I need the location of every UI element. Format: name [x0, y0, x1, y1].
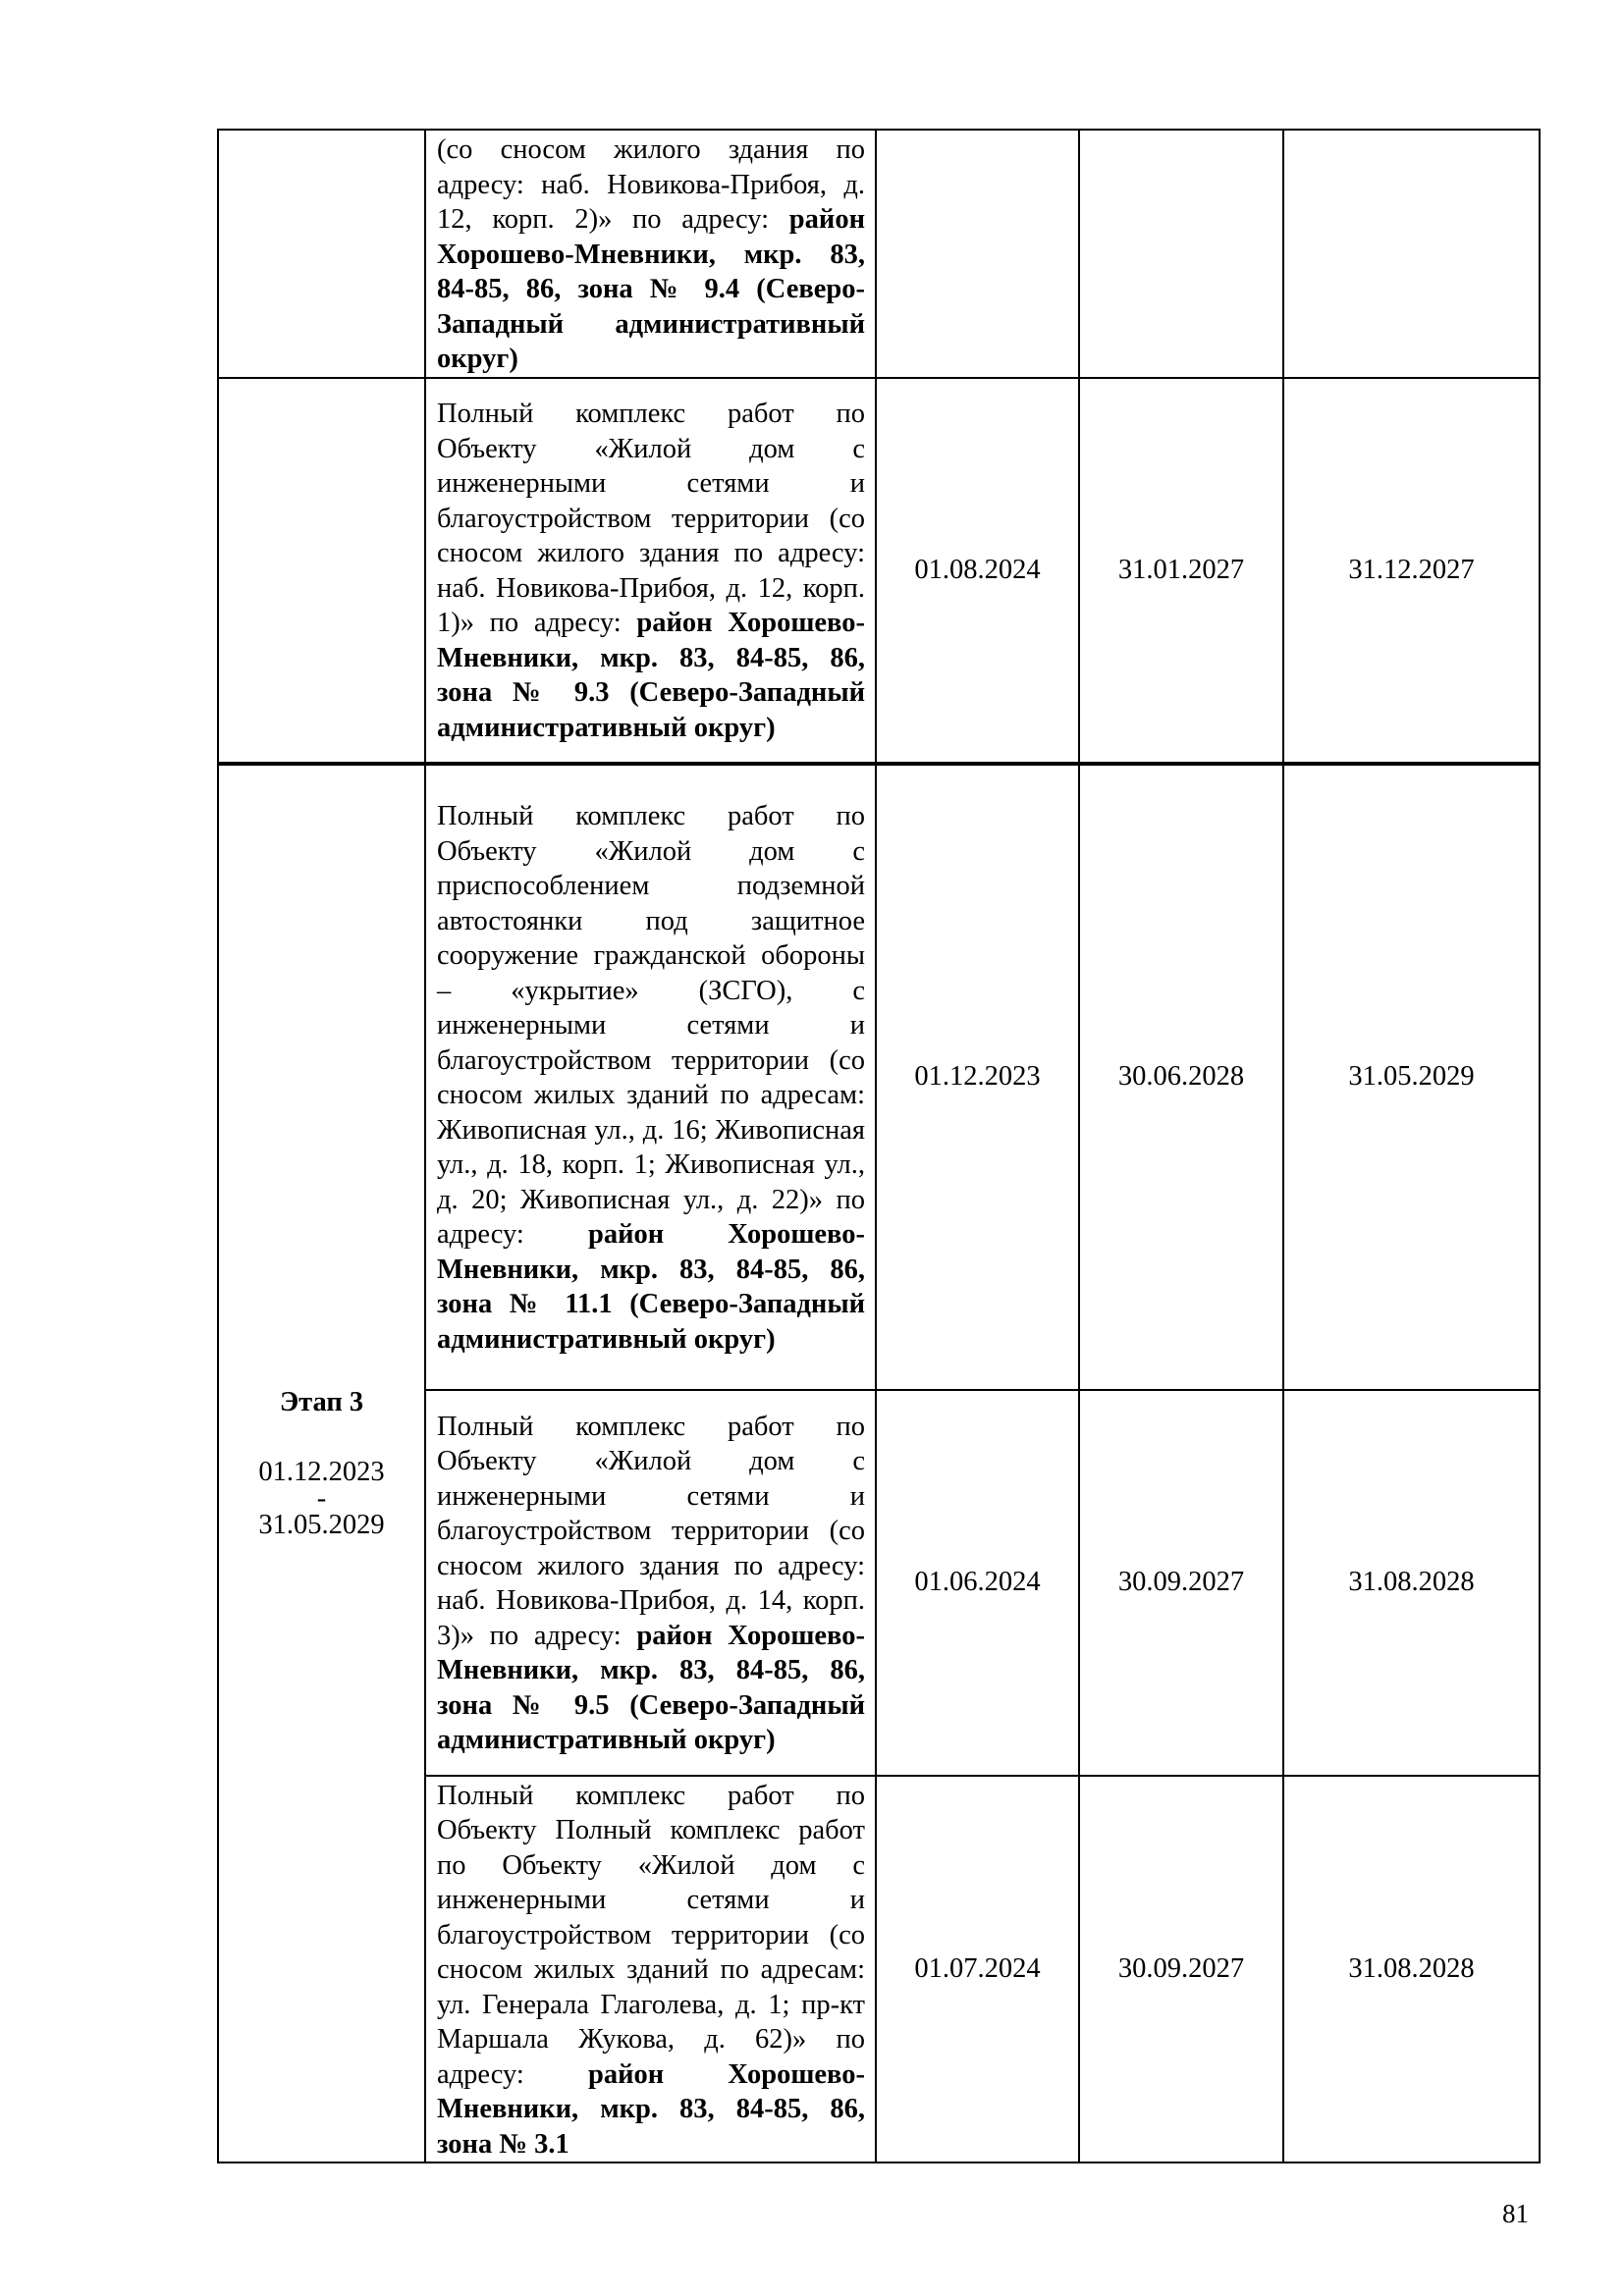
- stage-cell-empty: [218, 130, 425, 378]
- deadline-date: 31.08.2028: [1283, 1390, 1540, 1776]
- deadline-date: [1283, 130, 1540, 378]
- start-date: 01.08.2024: [876, 378, 1079, 764]
- stage-cell-empty: [218, 378, 425, 764]
- schedule-table: [217, 129, 1541, 2163]
- object-description: (со сносом жилого здания по адресу: наб. Новикова-Прибоя, д. 12, корп. 2)» по адресу: район Хорошево-Мневники, мкр. 83, 84-85, 86, зона № 9.4 (Северо-Западный административный округ): [425, 130, 876, 378]
- stage-title: Этап 3: [279, 1386, 364, 1417]
- start-date: [876, 130, 1079, 378]
- stage-date-to: 31.05.2029: [258, 1509, 385, 1540]
- stage-date-from: 01.12.2023: [258, 1457, 385, 1487]
- start-date: 01.12.2023: [876, 764, 1079, 1390]
- start-date: 01.07.2024: [876, 1776, 1079, 2163]
- table-row: [218, 130, 1540, 378]
- deadline-date: 31.05.2029: [1283, 764, 1540, 1390]
- deadline-date: 31.12.2027: [1283, 378, 1540, 764]
- object-description: Полный комплекс работ по Объекту «Жилой дом с инженерными сетями и благоустройством территории (со сносом жилого здания по адресу: наб. Новикова-Прибоя, д. 14, корп. 3)» по адресу: район Хорошево-Мневники, мкр. 83, 84-85, 86, зона № 9.5 (Северо-Западный административный округ): [425, 1390, 876, 1776]
- table-row: [218, 764, 1540, 1390]
- page-number: 81: [1502, 2199, 1529, 2228]
- object-description: Полный комплекс работ по Объекту Полный комплекс работ по Объекту «Жилой дом с инженерными сетями и благоустройством территории (со сносом жилых зданий по адресам: ул. Генерала Глаголева, д. 1; пр-кт Маршала Жукова, д. 62)» по адресу: район Хорошево-Мневники, мкр. 83, 84-85, 86, зона № 3.1: [425, 1776, 876, 2163]
- stage-cell: [218, 764, 425, 2163]
- start-date: 01.06.2024: [876, 1390, 1079, 1776]
- finish-date: [1079, 130, 1283, 378]
- finish-date: 30.06.2028: [1079, 764, 1283, 1390]
- table-row: [218, 378, 1540, 764]
- finish-date: 30.09.2027: [1079, 1390, 1283, 1776]
- stage-date-dash: -: [316, 1482, 327, 1514]
- deadline-date: 31.08.2028: [1283, 1776, 1540, 2163]
- finish-date: 30.09.2027: [1079, 1776, 1283, 2163]
- object-description: Полный комплекс работ по Объекту «Жилой дом с приспособлением подземной автостоянки под защитное сооружение гражданской обороны – «укрытие» (ЗСГО), с инженерными сетями и благоустройством территории (со сносом жилых зданий по адресам: Живописная ул., д. 16; Живописная ул., д. 18, корп. 1; Живописная ул., д. 20; Живописная ул., д. 22)» по адресу: район Хорошево-Мневники, мкр. 83, 84-85, 86, зона № 11.1 (Северо-Западный административный округ): [425, 764, 876, 1390]
- finish-date: 31.01.2027: [1079, 378, 1283, 764]
- object-description: Полный комплекс работ по Объекту «Жилой дом с инженерными сетями и благоустройством территории (со сносом жилого здания по адресу: наб. Новикова-Прибоя, д. 12, корп. 1)» по адресу: район Хорошево-Мневники, мкр. 83, 84-85, 86, зона № 9.3 (Северо-Западный административный округ): [425, 378, 876, 764]
